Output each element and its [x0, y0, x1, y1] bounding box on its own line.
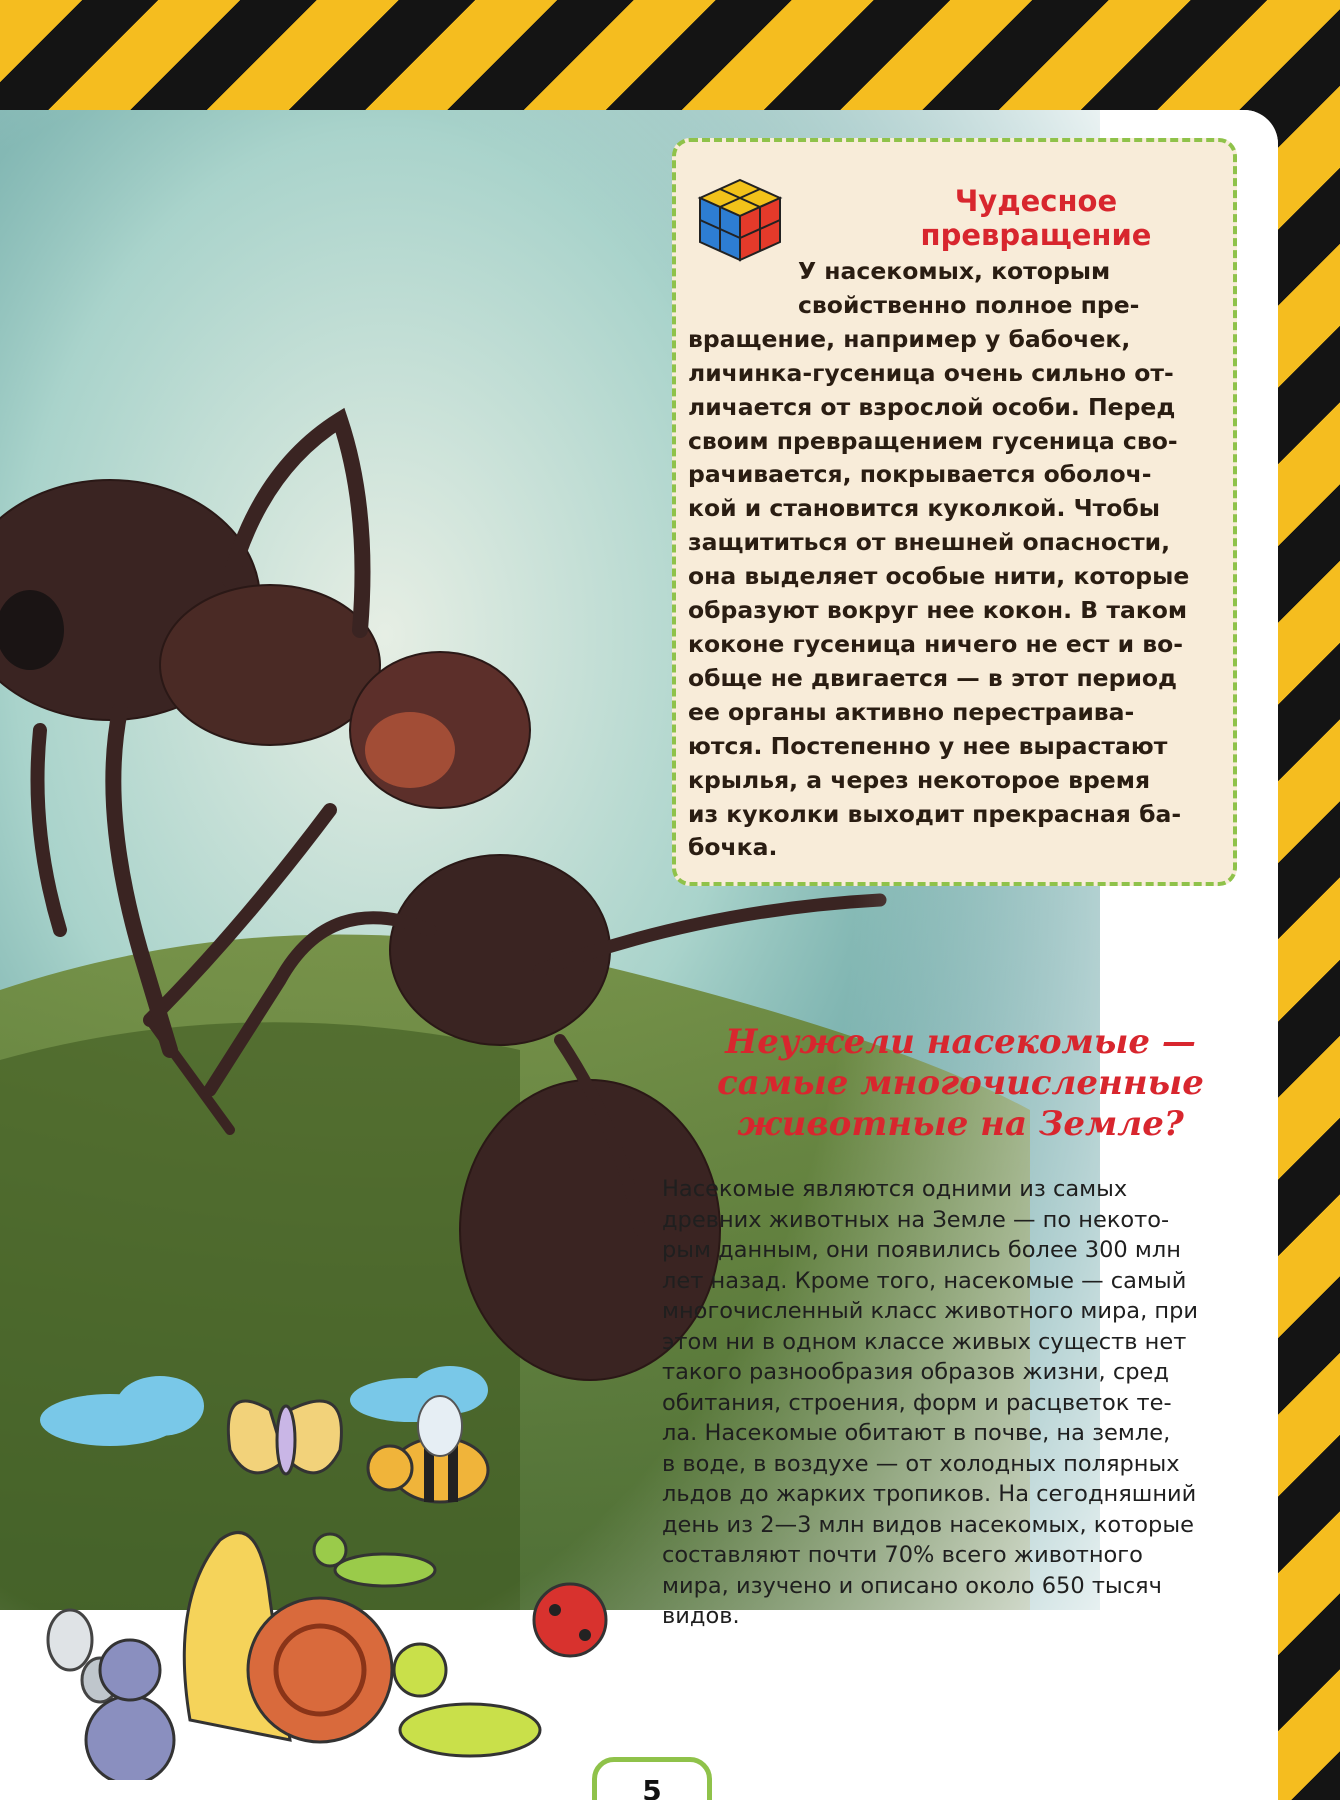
section-heading [678, 1022, 1243, 1145]
article-line: древних животных на Земле — по некото- [662, 1206, 1170, 1233]
ladybug-icon [534, 1584, 606, 1656]
heading-line: самые многочисленные [717, 1063, 1204, 1103]
article-line: в воде, в воздухе — от холодных полярных [662, 1450, 1180, 1477]
callout-line: ее органы активно перестраива- [688, 697, 1135, 726]
book-page [0, 110, 1278, 1800]
callout-line: вращение, например у бабочек, [688, 324, 1131, 353]
callout-line: ются. Постепенно у нее вырастают [688, 731, 1168, 760]
callout-line: личинка-гусеница очень сильно от- [688, 358, 1174, 387]
heading-line: животные на Земле? [737, 1104, 1184, 1144]
insect-cartoons [30, 1340, 650, 1780]
fact-box [672, 138, 1237, 886]
article-line: этом ни в одном классе живых существ нет [662, 1328, 1187, 1355]
callout-line: кой и становится куколкой. Чтобы [688, 494, 1160, 523]
article-line: ла. Насекомые обитают в почве, на земле, [662, 1420, 1171, 1446]
callout-line: бочка. [688, 833, 778, 862]
callout-title: Чудесное превращение [920, 184, 1152, 252]
callout-line: коконе гусеница ничего не ест и во- [688, 629, 1183, 658]
grasshopper-icon [314, 1534, 435, 1586]
article-line: мира, изучено и описано около 650 тысяч [662, 1572, 1162, 1599]
article-line: Насекомые являются одними из самых [662, 1176, 1128, 1202]
article-line: многочисленный класс животного мира, при [662, 1298, 1198, 1324]
article-line: льдов до жарких тропиков. На сегодняшний [662, 1481, 1197, 1507]
callout-line: рачивается, покрывается оболоч- [688, 460, 1152, 489]
page-number-tab [592, 1757, 712, 1800]
article-line: такого разнообразия образов жизни, сред [662, 1359, 1169, 1385]
butterfly-icon [228, 1401, 341, 1474]
callout-line: У насекомых, которым [798, 257, 1111, 285]
article-line: день из 2—3 млн видов насекомых, которые [662, 1511, 1194, 1538]
heading-line: Неужели насекомые — [725, 1022, 1196, 1062]
callout-line: она выделяет особые нити, которые [688, 562, 1190, 591]
article-line: видов. [662, 1603, 740, 1629]
article-line: составляют почти 70% всего животного [662, 1542, 1143, 1568]
callout-line: свойственно полное пре- [798, 290, 1140, 319]
callout-line: крылья, а через некоторое время [688, 765, 1151, 794]
callout-line: обще не двигается — в этот период [688, 663, 1178, 692]
page-number: 5 [642, 1774, 662, 1800]
article-line: рым данным, они появились более 300 млн [662, 1237, 1181, 1263]
article-line: лет назад. Кроме того, насекомые — самый [662, 1267, 1187, 1294]
callout-line: своим превращением гусеница сво- [688, 426, 1178, 455]
rubiks-cube-icon [696, 176, 784, 264]
article-line: обитания, строения, форм и расцветок те- [662, 1389, 1172, 1416]
article-text [662, 1174, 1242, 1632]
callout-line: защититься от внешней опасности, [688, 528, 1170, 557]
callout-line: личается от взрослой особи. Перед [688, 392, 1176, 421]
caterpillar-icon [394, 1644, 540, 1756]
callout-line: из куколки выходит прекрасная ба- [688, 799, 1182, 828]
callout-line: образуют вокруг нее кокон. В таком [688, 596, 1188, 625]
callout-body [688, 255, 1216, 865]
